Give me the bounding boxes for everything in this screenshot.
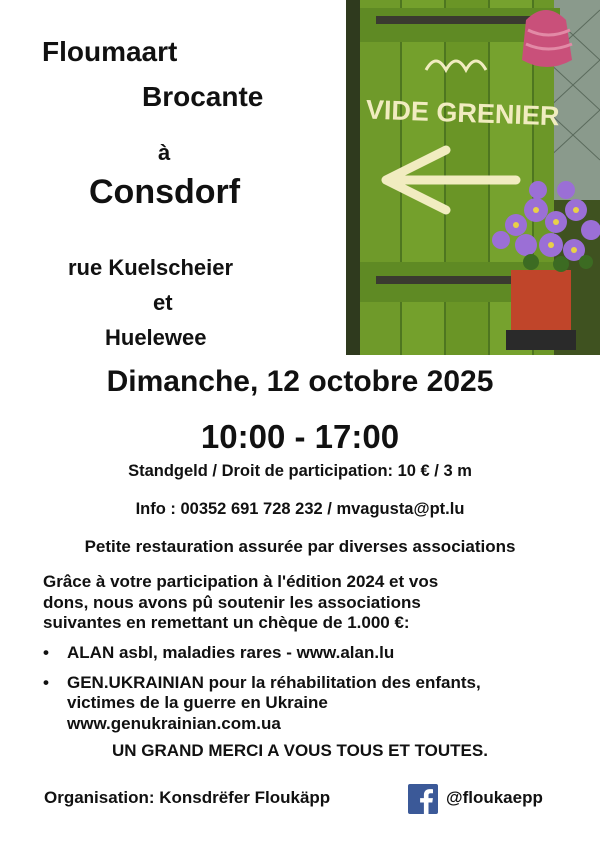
bullet-marker: • <box>43 672 49 692</box>
facebook-icon <box>408 784 438 814</box>
address-line-3: Huelewee <box>105 325 207 350</box>
restauration-note: Petite restauration assurée par diverses associations <box>84 537 516 556</box>
social-handle: @floukaepp <box>446 788 543 807</box>
list-item-line: victimes de la guerre en Ukraine <box>67 693 328 712</box>
address-line-1: rue Kuelscheier <box>68 255 234 280</box>
title-preposition: à <box>158 140 171 165</box>
title-line-1: Floumaart <box>42 36 178 67</box>
address-line-2: et <box>153 290 173 315</box>
participation-fee: Standgeld / Droit de participation: 10 € / 3 m <box>128 462 472 480</box>
list-item-line: www.genukrainian.com.ua <box>67 713 281 733</box>
donation-paragraph <box>43 572 573 634</box>
list-item <box>43 643 583 664</box>
event-date: Dimanche, 12 octobre 2025 <box>106 365 494 398</box>
title-line-2: Brocante <box>142 81 264 112</box>
vide-grenier-photo <box>346 0 600 355</box>
beneficiaries-list <box>43 643 583 743</box>
list-item-line: ALAN asbl, maladies rares - www.alan.lu <box>67 643 395 662</box>
thanks-message: UN GRAND MERCI A VOUS TOUS ET TOUTES. <box>112 741 488 760</box>
bullet-marker: • <box>43 643 49 662</box>
contact-info: Info : 00352 691 728 232 / mvagusta@pt.lu <box>135 500 465 518</box>
title-city: Consdorf <box>89 173 241 211</box>
event-time: 10:00 - 17:00 <box>200 418 400 455</box>
paragraph-line: dons, nous avons pû soutenir les associations <box>43 592 421 612</box>
paragraph-line: suivantes en remettant un chèque de 1.000 €: <box>43 613 410 632</box>
organisation-credit: Organisation: Konsdrëfer Floukäpp <box>44 788 331 807</box>
photo-sign-text: VIDE GRENIER <box>365 94 560 132</box>
list-item <box>43 673 583 735</box>
list-item-line: GEN.UKRAINIAN pour la réhabilitation des enfants, <box>67 672 481 692</box>
paragraph-line: Grâce à votre participation à l'édition 2024 et vos <box>43 572 439 591</box>
